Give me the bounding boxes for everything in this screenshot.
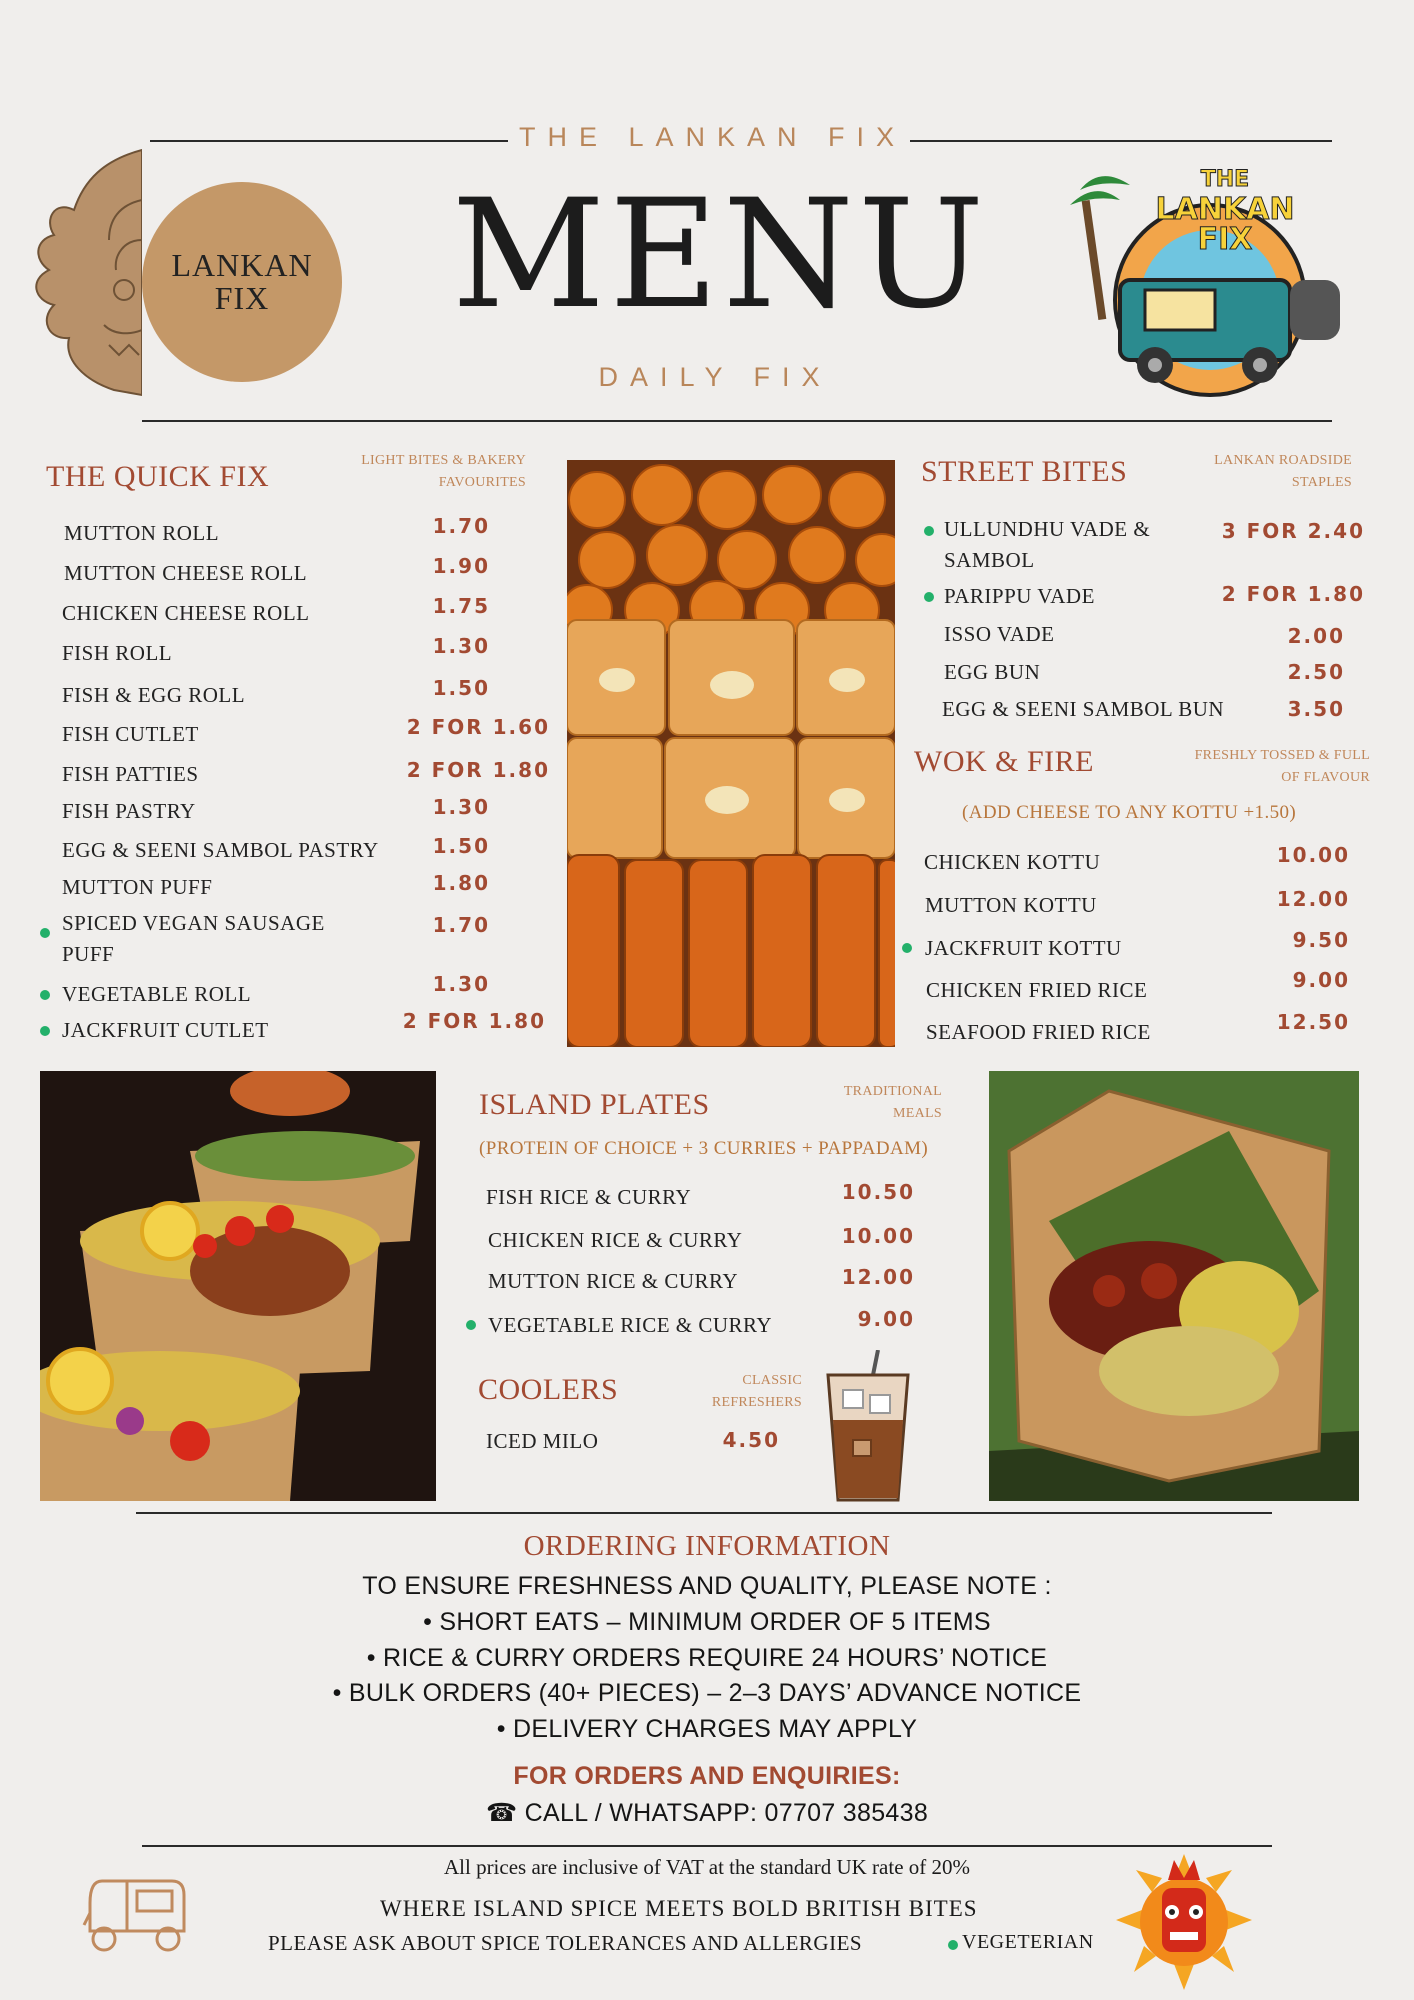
menu-item: FISH PASTRY — [62, 799, 196, 823]
menu-price: 2.50 — [1287, 660, 1345, 684]
logo-line1: THE — [1200, 167, 1250, 192]
menu-price: 10.00 — [841, 1224, 915, 1248]
island-plates-subtitle — [780, 1081, 942, 1125]
allergy-note: PLEASE ASK ABOUT SPICE TOLERANCES AND ALLERGIES — [268, 1931, 863, 1955]
menu-item: VEGETABLE ROLL — [62, 982, 252, 1006]
menu-item: SEAFOOD FRIED RICE — [926, 1020, 1151, 1044]
island-plates-note: (PROTEIN OF CHOICE + 3 CURRIES + PAPPADAM) — [479, 1138, 929, 1159]
menu-price: 2 FOR 1.80 — [402, 1009, 546, 1033]
street-bites-subtitle — [1150, 450, 1352, 494]
menu-item: CHICKEN CHEESE ROLL — [62, 601, 310, 625]
sun-mask-icon — [1112, 1850, 1256, 1994]
footer-rule — [142, 1845, 1272, 1847]
ordering-line: • SHORT EATS – MINIMUM ORDER OF 5 ITEMS — [423, 1608, 991, 1636]
menu-item: ICED MILO — [486, 1429, 599, 1453]
menu-price: 3.50 — [1287, 697, 1345, 721]
ordering-intro: TO ENSURE FRESHNESS AND QUALITY, PLEASE NOTE : — [362, 1572, 1052, 1600]
island-plates-title: ISLAND PLATES — [479, 1088, 710, 1121]
vegan-dot — [924, 526, 934, 536]
wok-fire-title: WOK & FIRE — [914, 745, 1094, 778]
menu-price: 9.50 — [1292, 928, 1350, 952]
vegan-dot — [902, 943, 912, 953]
menu-price: 1.75 — [432, 594, 490, 618]
street-bites-subtitle-line1: LANKAN ROADSIDE — [1214, 453, 1352, 468]
menu-price: 1.50 — [432, 834, 490, 858]
brand-name: THE LANKAN FIX — [518, 122, 907, 152]
page-title: MENU — [451, 168, 989, 342]
street-bites-title: STREET BITES — [921, 455, 1128, 488]
rice-bowls-photo — [40, 1071, 436, 1501]
menu-price: 1.90 — [432, 554, 490, 578]
quick-fix-title: THE QUICK FIX — [46, 460, 270, 493]
menu-price: 1.30 — [432, 634, 490, 658]
menu-item-line2: SAMBOL — [944, 548, 1035, 572]
ordering-line: • BULK ORDERS (40+ PIECES) – 2–3 DAYS’ ADVANCE NOTICE — [332, 1679, 1082, 1707]
vegan-dot — [40, 928, 50, 938]
ordering-line: • DELIVERY CHARGES MAY APPLY — [496, 1715, 918, 1743]
coolers-subtitle — [680, 1370, 802, 1414]
menu-item: JACKFRUIT CUTLET — [62, 1018, 269, 1042]
menu-price: 1.70 — [432, 514, 490, 538]
menu-price: 9.00 — [857, 1307, 915, 1331]
menu-item: MUTTON PUFF — [62, 875, 213, 899]
menu-item: PARIPPU VADE — [944, 584, 1095, 608]
vegan-dot — [40, 1026, 50, 1036]
tagline: DAILY FIX — [598, 362, 832, 392]
coolers-subtitle-line1: CLASSIC — [742, 1373, 802, 1388]
menu-price: 1.80 — [432, 871, 490, 895]
menu-price: 12.00 — [841, 1265, 915, 1289]
logo-line2: LANKAN — [1155, 192, 1295, 227]
street-bites-subtitle-line2: STAPLES — [1291, 475, 1352, 490]
menu-item: FISH CUTLET — [62, 722, 199, 746]
vegan-legend-label: VEGETERIAN — [962, 1931, 1094, 1953]
contact-line — [0, 1798, 1414, 1828]
menu-item: CHICKEN KOTTU — [924, 850, 1101, 874]
menu-item-line1: ULLUNDHU VADE & — [944, 517, 1151, 541]
menu-item: VEGETABLE RICE & CURRY — [488, 1313, 773, 1337]
lankan-fix-badge — [142, 182, 342, 382]
menu-item: EGG BUN — [944, 660, 1041, 684]
logo-text — [1140, 165, 1310, 255]
menu-item: FISH RICE & CURRY — [486, 1185, 692, 1209]
header-bottom-rule — [142, 420, 1332, 422]
menu-item: EGG & SEENI SAMBOL PASTRY — [62, 838, 379, 862]
menu-item-line1: SPICED VEGAN SAUSAGE — [62, 911, 325, 935]
island-plates-subtitle-line1: TRADITIONAL — [843, 1084, 942, 1099]
menu-price: 12.50 — [1276, 1010, 1350, 1034]
header-rule-right — [910, 140, 1332, 142]
menu-item: CHICKEN FRIED RICE — [926, 978, 1148, 1002]
menu-item: FISH PATTIES — [62, 762, 199, 786]
wok-fire-subtitle-line1: FRESHLY TOSSED & FULL — [1194, 748, 1370, 763]
menu-price: 2 FOR 1.60 — [406, 715, 550, 739]
menu-item-line2: PUFF — [62, 942, 115, 966]
menu-price: 10.50 — [841, 1180, 915, 1204]
badge-line2: FIX — [214, 280, 270, 316]
menu-item: MUTTON RICE & CURRY — [488, 1269, 739, 1293]
ordering-rule — [136, 1512, 1272, 1514]
menu-item: FISH ROLL — [62, 641, 173, 665]
menu-item: JACKFRUIT KOTTU — [925, 936, 1122, 960]
short-eats-photo — [567, 460, 895, 1047]
wok-fire-subtitle — [1130, 745, 1370, 789]
menu-price: 2 FOR 1.80 — [406, 758, 550, 782]
menu-item: FISH & EGG ROLL — [62, 683, 246, 707]
menu-price: 4.50 — [722, 1428, 780, 1452]
wok-fire-subtitle-line2: OF FLAVOUR — [1281, 770, 1370, 785]
quick-fix-subtitle-line1: LIGHT BITES & BAKERY — [361, 453, 526, 468]
vegan-legend-dot — [948, 1940, 958, 1950]
island-plates-subtitle-line2: MEALS — [893, 1106, 942, 1121]
coolers-title: COOLERS — [478, 1373, 619, 1406]
badge-line1: LANKAN — [171, 247, 313, 283]
menu-price: 2.00 — [1287, 624, 1345, 648]
menu-item: MUTTON KOTTU — [925, 893, 1097, 917]
vat-note: All prices are inclusive of VAT at the standard UK rate of 20% — [443, 1855, 971, 1879]
menu-price: 3 FOR 2.40 — [1221, 519, 1365, 543]
menu-item: MUTTON ROLL — [64, 521, 220, 545]
vegan-dot — [466, 1320, 476, 1330]
vegan-dot — [40, 990, 50, 1000]
ordering-line: • RICE & CURRY ORDERS REQUIRE 24 HOURS’ NOTICE — [366, 1644, 1048, 1672]
lamprais-box-photo — [989, 1071, 1359, 1501]
menu-item: ISSO VADE — [944, 622, 1055, 646]
vegan-dot — [924, 592, 934, 602]
menu-item: EGG & SEENI SAMBOL BUN — [942, 697, 1225, 721]
menu-price: 10.00 — [1276, 843, 1350, 867]
contact-number[interactable]: CALL / WHATSAPP: 07707 385438 — [524, 1799, 929, 1827]
menu-price: 1.30 — [432, 972, 490, 996]
slogan: WHERE ISLAND SPICE MEETS BOLD BRITISH BITES — [380, 1896, 978, 1921]
menu-item: MUTTON CHEESE ROLL — [64, 561, 308, 585]
menu-price: 12.00 — [1276, 887, 1350, 911]
mask-icon — [14, 140, 142, 400]
tuk-tuk-icon — [82, 1873, 190, 1955]
menu-item — [62, 908, 325, 970]
header-rule-left — [150, 140, 508, 142]
menu-item: CHICKEN RICE & CURRY — [488, 1228, 743, 1252]
iced-milo-glass — [818, 1350, 918, 1510]
menu-price: 1.50 — [432, 676, 490, 700]
menu-price: 9.00 — [1292, 968, 1350, 992]
menu-price: 1.70 — [432, 913, 490, 937]
menu-price: 1.30 — [432, 795, 490, 819]
phone-icon: ☎ — [485, 1799, 518, 1827]
ordering-title: ORDERING INFORMATION — [523, 1530, 891, 1562]
quick-fix-subtitle — [300, 450, 526, 494]
contact-heading: FOR ORDERS AND ENQUIRIES: — [513, 1762, 901, 1790]
kottu-cheese-note: (ADD CHEESE TO ANY KOTTU +1.50) — [962, 802, 1297, 823]
coolers-subtitle-line2: REFRESHERS — [711, 1395, 802, 1410]
quick-fix-subtitle-line2: FAVOURITES — [438, 475, 526, 490]
logo-line3: FIX — [1197, 222, 1253, 257]
menu-price: 2 FOR 1.80 — [1221, 582, 1365, 606]
menu-item — [944, 514, 1150, 576]
